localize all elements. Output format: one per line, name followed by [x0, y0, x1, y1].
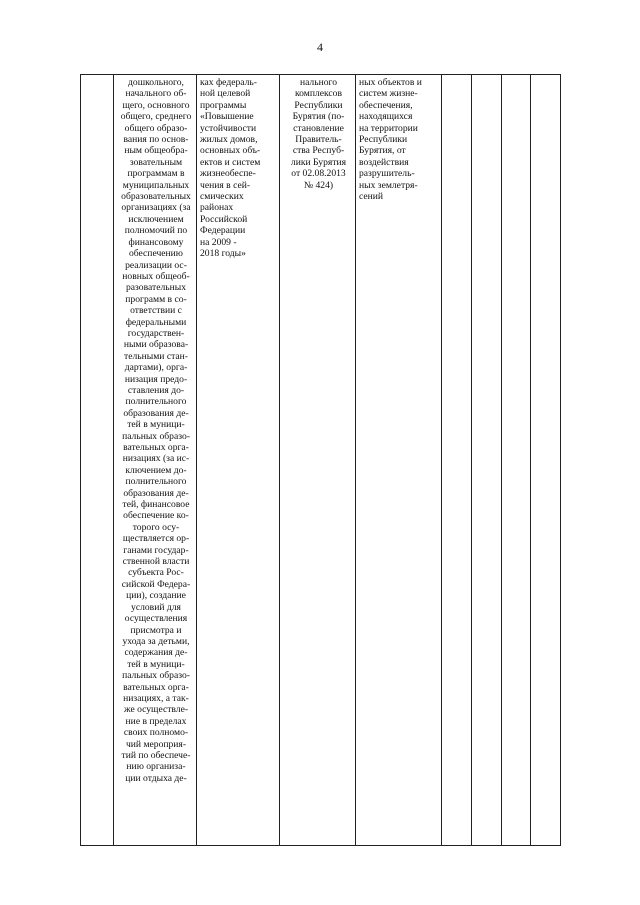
table-cell-col7 [472, 75, 502, 846]
cell-text: дошкольного, начального об- щего, основного общего, среднего общего образо- вания по основ- ным общеобра- зовательным программам в муниципальных образовательных организациях (за исключением полномочий по финансовому обеспечению реализации ос- новных общеоб- разовательных программ в со- ответствии с федеральными государствен- ными образова- тельными стан- дартами), орга- низация предо- ставления до- полнительного образования де- тей в муници- пальных образо- вательных орга- низациях (за ис- ключением до- полнительного образования де- тей, финансовое обеспечение ко- торого осу- ществляется ор- ганами государ- ственной власти субъекта Рос- сийской Федера- ции), создание условий для осуществления присмотра и ухода за детьми, содержания де- тей в муници- пальных образо- вательных орга- низациях, а так- же осуществле- ние в пределах своих полномо- чий мероприя- тий по обеспече- нию организа- ции отдыха де- [120, 77, 192, 784]
table-cell-col3 [197, 75, 280, 846]
page-number: 4 [317, 40, 323, 54]
table-cell-col5 [356, 75, 442, 846]
cell-text: ках федераль- ной целевой программы «Повышение устойчивости жилых домов, основных объ- ектов и систем жизнеобеспе- чения в сей- смических районах Российской Федерации на 2009 - 2018 годы» [200, 77, 261, 260]
table-cell-col9 [531, 75, 561, 846]
table-cell-col6 [442, 75, 472, 846]
cell-text: нального комплексов Республики Бурятия (по- становление Правитель- ства Респуб- лики Бурятия от 02.08.2013 № 424) [290, 77, 347, 191]
table-cell-col8 [502, 75, 531, 846]
cell-text: ных объектов и систем жизне- обеспечения, находящихся на территории Республики Бурятия, от воздействия разрушитель- ных землетря- сений [359, 77, 422, 203]
table-cell-col1 [81, 75, 114, 846]
table-cell-col2 [114, 75, 197, 846]
table-cell-col4 [280, 75, 356, 846]
document-table [80, 74, 561, 846]
table-row [81, 75, 561, 846]
